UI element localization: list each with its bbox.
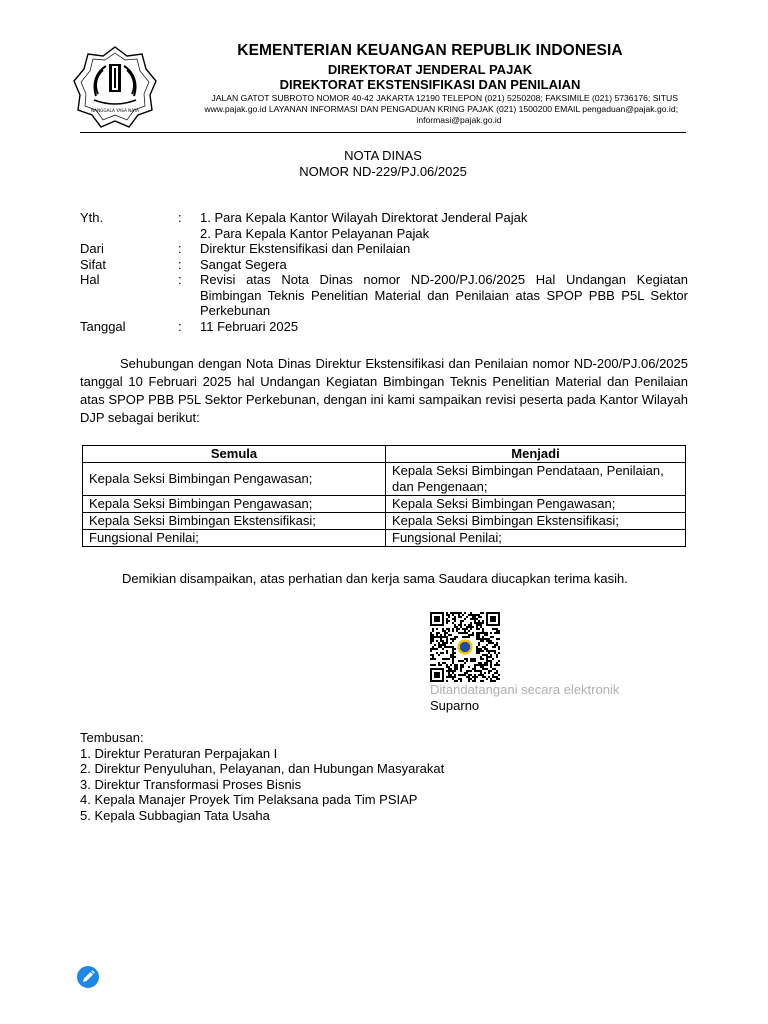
field-label: Hal	[80, 272, 100, 287]
letterhead-address	[170, 93, 690, 126]
field-label: Dari	[80, 241, 104, 256]
memo-header-fields	[80, 210, 688, 334]
logo-text: NANGGALA YASA NAYA	[91, 108, 139, 113]
list-item: 4. Kepala Manajer Proyek Tim Pelaksana pada Tim PSIAP	[80, 792, 418, 807]
field-value	[200, 210, 688, 241]
field-colon: :	[178, 318, 182, 334]
field-label: Yth.	[80, 210, 104, 225]
field-sifat	[80, 257, 688, 273]
field-yth	[80, 210, 688, 241]
table-cell: Kepala Seksi Bimbingan Pengawasan;	[386, 496, 686, 513]
field-hal	[80, 272, 688, 319]
table-cell: Kepala Seksi Bimbingan Pendataan, Penilaian, dan Pengenaan;	[386, 463, 686, 496]
memo-title-block	[80, 148, 686, 180]
table-cell: Kepala Seksi Bimbingan Pengawasan;	[83, 496, 386, 513]
table-header-menjadi: Menjadi	[386, 446, 686, 463]
ministry-emblem-icon	[72, 44, 158, 130]
field-colon: :	[178, 256, 182, 272]
field-colon: :	[178, 210, 182, 225]
table-row	[83, 463, 686, 496]
ministry-name: KEMENTERIAN KEUANGAN REPUBLIK INDONESIA	[237, 42, 623, 59]
field-label: Tanggal	[80, 318, 126, 334]
letterhead-divider	[80, 132, 686, 133]
table-header-row	[83, 446, 686, 463]
table-cell: Kepala Seksi Bimbingan Ekstensifikasi;	[386, 513, 686, 530]
table-cell: Fungsional Penilai;	[386, 530, 686, 547]
cc-label: Tembusan:	[80, 730, 144, 745]
table-row	[83, 530, 686, 547]
recipient-item: 2. Para Kepala Kantor Pelayanan Pajak	[200, 225, 430, 241]
signer-name: Suparno	[430, 698, 480, 713]
address-line: informasi@pajak.go.id	[416, 115, 502, 125]
recipient-item: 1. Para Kepala Kantor Wilayah Direktorat Jenderal Pajak	[200, 210, 528, 225]
table-cell: Kepala Seksi Bimbingan Pengawasan;	[83, 463, 386, 496]
field-label: Sifat	[80, 256, 107, 272]
table-header-semula: Semula	[83, 446, 386, 463]
directorate-general-name: DIREKTORAT JENDERAL PAJAK	[327, 62, 533, 77]
table-cell: Fungsional Penilai;	[83, 530, 386, 547]
field-value: Sangat Segera	[200, 256, 287, 272]
closing-sentence: Demikian disampaikan, atas perhatian dan kerja sama Saudara diucapkan terima kasih.	[122, 571, 628, 586]
list-item: 5. Kepala Subbagian Tata Usaha	[80, 807, 270, 823]
cc-list	[80, 730, 444, 823]
pen-icon-glyph	[77, 966, 99, 988]
table-row	[83, 513, 686, 530]
address-line: JALAN GATOT SUBROTO NOMOR 40-42 JAKARTA 12190 TELEPON (021) 5250208; FAKSIMILE (021) 5736176; SITUS	[211, 93, 678, 103]
field-colon: :	[178, 272, 182, 287]
memo-number: NOMOR ND-229/PJ.06/2025	[299, 164, 467, 179]
table-row	[83, 496, 686, 513]
field-colon: :	[178, 241, 182, 256]
table-cell: Kepala Seksi Bimbingan Ekstensifikasi;	[83, 513, 386, 530]
field-value: Revisi atas Nota Dinas nomor ND-200/PJ.06/2025 Hal Undangan Kegiatan Bimbingan Teknis Penelitian Material dan Penilaian atas SPOP PBB P5L Sektor Perkebunan	[200, 272, 688, 318]
memo-title: NOTA DINAS	[344, 148, 422, 163]
esign-note: Ditandatangani secara elektronik	[430, 682, 620, 697]
field-tanggal	[80, 319, 688, 335]
qr-code-icon	[430, 612, 500, 682]
body-paragraph: Sehubungan dengan Nota Dinas Direktur Ekstensifikasi dan Penilaian nomor ND-200/PJ.06/2025 tanggal 10 Februari 2025 hal Undangan Kegiatan Bimbingan Teknis Penelitian Material dan Penilaian atas SPOP PBB P5L Sektor Perkebunan, dengan ini kami sampaikan revisi peserta pada Kantor Wilayah DJP sebagai berikut:	[80, 356, 688, 425]
address-line: www.pajak.go.id LAYANAN INFORMASI DAN PENGADUAN KRING PAJAK (021) 1500200 EMAIL pengaduan@pajak.go.id;	[204, 104, 678, 114]
list-item: 1. Direktur Peraturan Perpajakan I	[80, 745, 278, 761]
letterhead	[170, 42, 690, 126]
pen-icon[interactable]	[77, 966, 99, 988]
field-dari	[80, 241, 688, 257]
list-item: 3. Direktur Transformasi Proses Bisnis	[80, 776, 302, 792]
directorate-name: DIREKTORAT EKSTENSIFIKASI DAN PENILAIAN	[279, 77, 581, 92]
field-value: Direktur Ekstensifikasi dan Penilaian	[200, 241, 411, 256]
field-value: 11 Februari 2025	[200, 318, 299, 334]
list-item: 2. Direktur Penyuluhan, Pelayanan, dan Hubungan Masyarakat	[80, 761, 445, 776]
revision-table	[82, 445, 686, 547]
